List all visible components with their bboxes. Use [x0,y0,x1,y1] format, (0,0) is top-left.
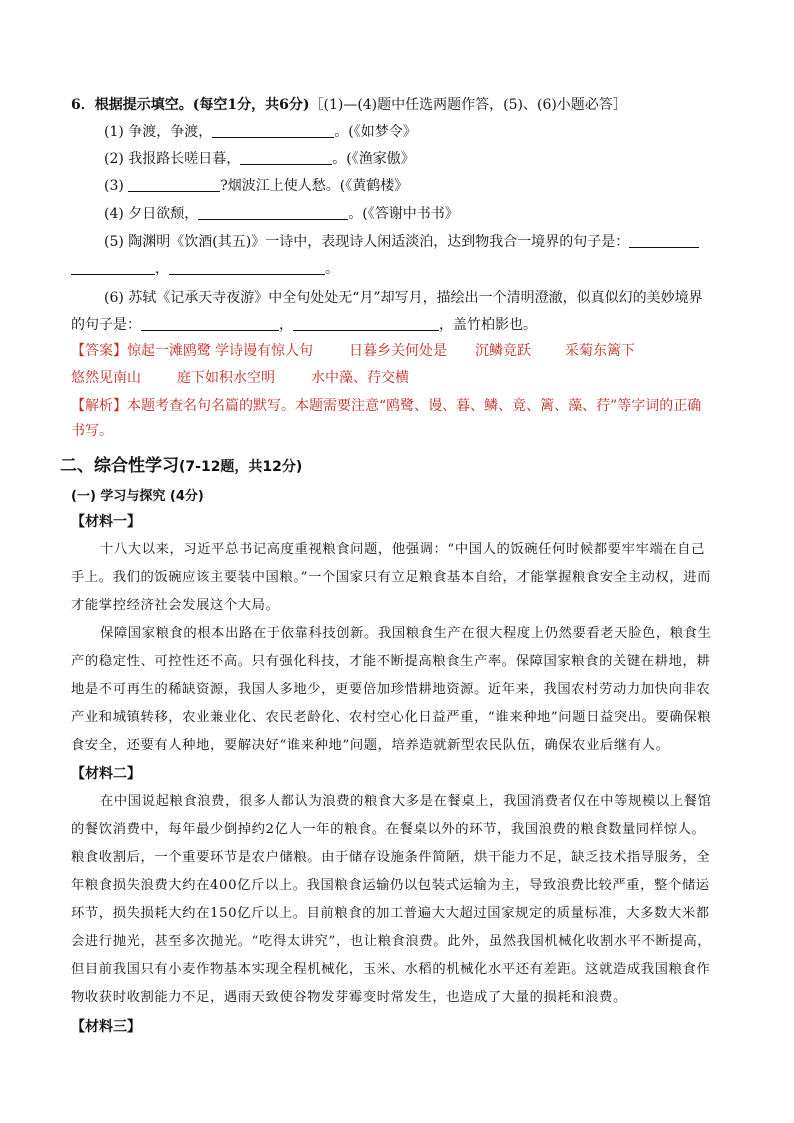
material-3-label: 【材料三】 [71,1019,141,1035]
paragraph-line: 地是不可再生的稀缺资源，我国人多地少，更要倍加珍惜耕地资源。近年来，我国农村劳动力加快向非农 [71,682,711,697]
paragraph-line: 环节，损失损耗大约在150亿斤以上。目前粮食的加工普遍大大超过国家规定的质量标准，大多数大米都 [71,906,710,921]
item-text: (6) 苏轼《记承天寺夜游》中全句处处无“月”却写月，描绘出一个清明澄澈，似真似幻的美妙境界 [104,290,703,306]
paragraph-line: 产的稳定性、可控性还不高。只有强化科技，才能不断提高粮食生产率。保障国家粮食的关键在耕地，耕 [71,654,711,669]
item-text: (4) 夕日欲颓， [104,206,199,222]
section-title: 二、综合性学习 [60,456,179,476]
paragraph-line: 但目前我国只有小麦作物基本实现全程机械化，玉米、水稻的机械化水平还有差距。这就造成我国粮食作 [71,962,711,977]
paragraph-line: 手上。我们的饭碗应该主要装中国粮。”一个国家只有立足粮食基本自给，才能掌握粮食安全主动权，进而 [71,570,712,585]
terminator: 。 [325,261,339,277]
separator: ， [279,317,293,333]
separator: ， [155,261,169,277]
answer-item: 庭下如积水空明 [177,370,275,386]
q6-item-5-line1 [104,232,699,252]
answer-line-2 [71,368,409,388]
q6-item-1 [104,122,417,142]
answer-label: 【答案】 [71,343,127,359]
answer-blank[interactable] [71,260,155,275]
paragraph-line: 产业和城镇转移，农业兼业化、农民老龄化、农村空心化日益严重，“谁来种地”问题日益突出。要确保粮 [71,710,712,725]
material-2-label: 【材料二】 [71,766,141,782]
answer-blank[interactable] [293,316,439,331]
answer-blank[interactable] [198,205,348,220]
answer-blank[interactable] [212,123,334,138]
q6-item-5-line2 [71,259,339,279]
material-1-label: 【材料一】 [71,514,141,530]
item-source: 。(《答谢中书书》 [348,206,459,222]
paragraph-line: 食安全，还要有人种地，要解决好“谁来种地”问题，培养造就新型农民队伍，确保农业后继有人。 [71,738,670,753]
item-source: ?烟波江上使人愁。(《黄鹤楼》 [220,178,409,194]
q6-item-6-line1 [104,288,703,308]
paragraph-line: 十八大以来，习近平总书记高度重视粮食问题，他强调：“中国人的饭碗任何时候都要牢牢端在自己 [100,542,705,557]
paragraph-line: 才能掌控经济社会发展这个大局。 [71,598,280,613]
answer-blank[interactable] [240,150,332,165]
item-text: (3) [104,178,129,194]
answer-blank[interactable] [169,260,325,275]
subsection-title: (一) 学习与探究 (4分) [71,489,204,504]
analysis-label: 【解析】 [71,398,127,414]
answer-line-1 [71,341,635,361]
paragraph-line: 物收获时收割能力不足，遇雨天致使谷物发芽霉变时常发生，也造成了大量的损耗和浪费。 [71,990,627,1005]
item-text: 的句子是： [71,317,141,333]
q6-title: 6．根据提示填空。(每空1分，共6分) [71,97,310,113]
answer-item: 日暮乡关何处是 [349,343,447,359]
q6-title-line [71,95,627,115]
answer-item: 悠然见南山 [71,370,141,386]
item-source: 。(《渔家傲》 [332,151,415,167]
paragraph-line: 的餐饮消费中，每年最少倒掉约2亿人一年的粮食。在餐桌以外的环节，我国浪费的粮食数量同样惊人。 [71,822,706,837]
answer-item: 惊起一滩鸥鹭 [127,343,211,359]
paragraph-line: 年粮食损失浪费大约在400亿斤以上。我国粮食运输仍以包装式运输为主，导致浪费比较严重，整个储运 [71,878,710,893]
section-2-heading [60,451,302,476]
answer-blank[interactable] [128,177,220,192]
analysis-line-1 [71,396,701,416]
answer-item: 学诗谩有惊人句 [215,343,313,359]
analysis-line-2 [71,421,113,441]
paragraph-line: 会进行抛光，甚至多次抛光。“吃得太讲究”，也让粮食浪费。此外，虽然我国机械化收割水平不断提高， [71,934,712,949]
section-subtitle: (7-12题，共12分) [179,459,303,475]
paragraph-line: 在中国说起粮食浪费，很多人都认为浪费的粮食大多是在餐桌上，我国消费者仅在中等规模以上餐馆 [100,794,712,809]
paragraph-line: 保障国家粮食的根本出路在于依靠科技创新。我国粮食生产在很大程度上仍然要看老天脸色，粮食生 [100,626,712,641]
q6-instruction: ［(1)—(4)题中任选两题作答，(5)、(6)小题必答］ [309,97,627,113]
q6-item-6-line2 [71,315,537,335]
paragraph-line: 粮食收割后，一个重要环节是农户储粮。由于储存设施条件简陋，烘干能力不足，缺乏技术指导服务，全 [71,850,711,865]
answer-item: 采菊东篱下 [565,343,635,359]
q6-item-4 [104,204,459,224]
answer-item: 水中藻、荇交横 [311,370,409,386]
subsection-heading [71,485,204,504]
q6-item-3 [104,176,408,196]
answer-blank[interactable] [629,233,699,248]
item-text: (1) 争渡，争渡， [104,124,213,140]
q6-item-2 [104,149,415,169]
item-text: ，盖竹柏影也。 [439,317,537,333]
answer-blank[interactable] [141,316,279,331]
item-source: 。(《如梦令》 [334,124,417,140]
analysis-text: 书写。 [71,423,113,439]
item-text: (5) 陶渊明《饮酒(其五)》一诗中，表现诗人闲适淡泊，达到物我合一境界的句子是： [104,234,630,250]
answer-item: 沉鳞竞跃 [475,343,531,359]
analysis-text: 本题考查名句名篇的默写。本题需要注意“鸥鹭、谩、暮、鳞、竟、篱、藻、荇”等字词的正确 [127,398,702,414]
item-text: (2) 我报路长嗟日暮， [104,151,241,167]
